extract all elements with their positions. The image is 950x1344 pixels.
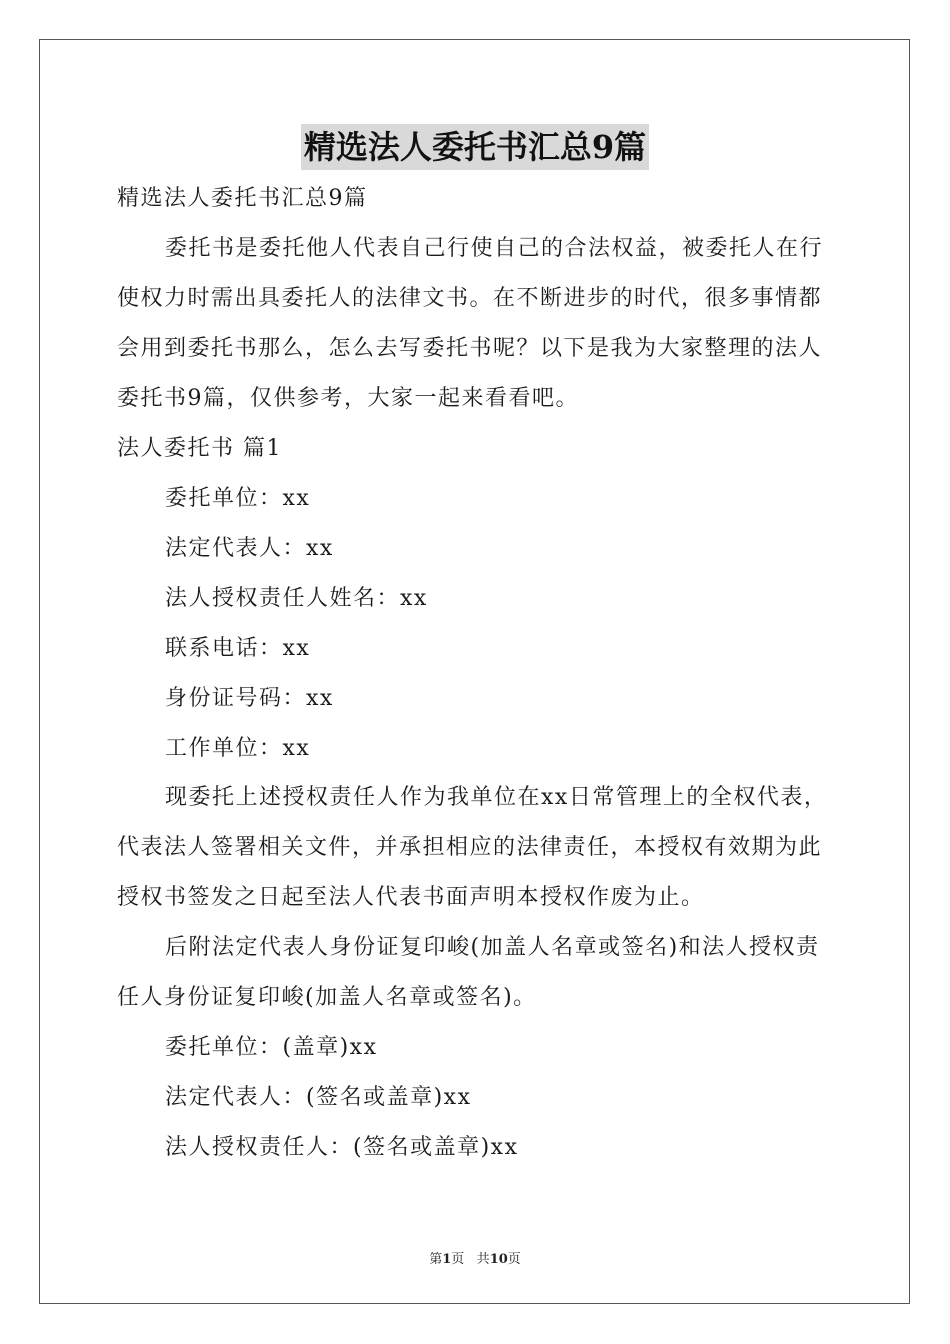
paragraph-line: 后附法定代表人身份证复印峻(加盖人名章或签名)和法人授权责 bbox=[165, 935, 820, 960]
field-line: 工作单位：xx bbox=[165, 736, 311, 761]
section-heading: 法人委托书 篇1 bbox=[117, 436, 282, 461]
paragraph-line: 委托书9篇，仅供参考，大家一起来看看吧。 bbox=[117, 386, 579, 411]
footer-total-number: 10 bbox=[489, 1252, 508, 1267]
paragraph-line: 现委托上述授权责任人作为我单位在xx日常管理上的全权代表， bbox=[165, 785, 828, 810]
signature-line: 委托单位：(盖章)xx bbox=[165, 1035, 378, 1060]
page-border bbox=[39, 39, 910, 1304]
paragraph-line: 授权书签发之日起至法人代表书面声明本授权作废为止。 bbox=[117, 885, 705, 910]
field-line: 联系电话：xx bbox=[165, 636, 311, 661]
signature-line: 法人授权责任人：(签名或盖章)xx bbox=[165, 1135, 519, 1160]
field-line: 委托单位：xx bbox=[165, 486, 311, 511]
paragraph-line: 会用到委托书那么，怎么去写委托书呢？以下是我为大家整理的法人 bbox=[117, 336, 823, 361]
paragraph-line: 代表法人签署相关文件，并承担相应的法律责任，本授权有效期为此 bbox=[117, 835, 823, 860]
footer-total-prefix: 共 bbox=[476, 1252, 490, 1267]
paragraph-line: 委托书是委托他人代表自己行使自己的合法权益，被委托人在行 bbox=[165, 236, 824, 261]
subtitle-line: 精选法人委托书汇总9篇 bbox=[117, 186, 368, 211]
document-title: 精选法人委托书汇总9篇 bbox=[301, 124, 649, 170]
footer-page-prefix: 第 bbox=[429, 1252, 443, 1267]
footer-total-suffix: 页 bbox=[507, 1252, 521, 1267]
title-wrap bbox=[0, 124, 950, 170]
signature-line: 法定代表人：(签名或盖章)xx bbox=[165, 1085, 472, 1110]
page-footer bbox=[0, 1248, 950, 1267]
footer-page-number: 1 bbox=[442, 1252, 452, 1267]
paragraph-line: 使权力时需出具委托人的法律文书。在不断进步的时代，很多事情都 bbox=[117, 286, 823, 311]
footer-page-suffix: 页 bbox=[451, 1252, 465, 1267]
field-line: 身份证号码：xx bbox=[165, 686, 334, 711]
field-line: 法人授权责任人姓名：xx bbox=[165, 586, 428, 611]
paragraph-line: 任人身份证复印峻(加盖人名章或签名)。 bbox=[117, 985, 537, 1010]
field-line: 法定代表人：xx bbox=[165, 536, 334, 561]
